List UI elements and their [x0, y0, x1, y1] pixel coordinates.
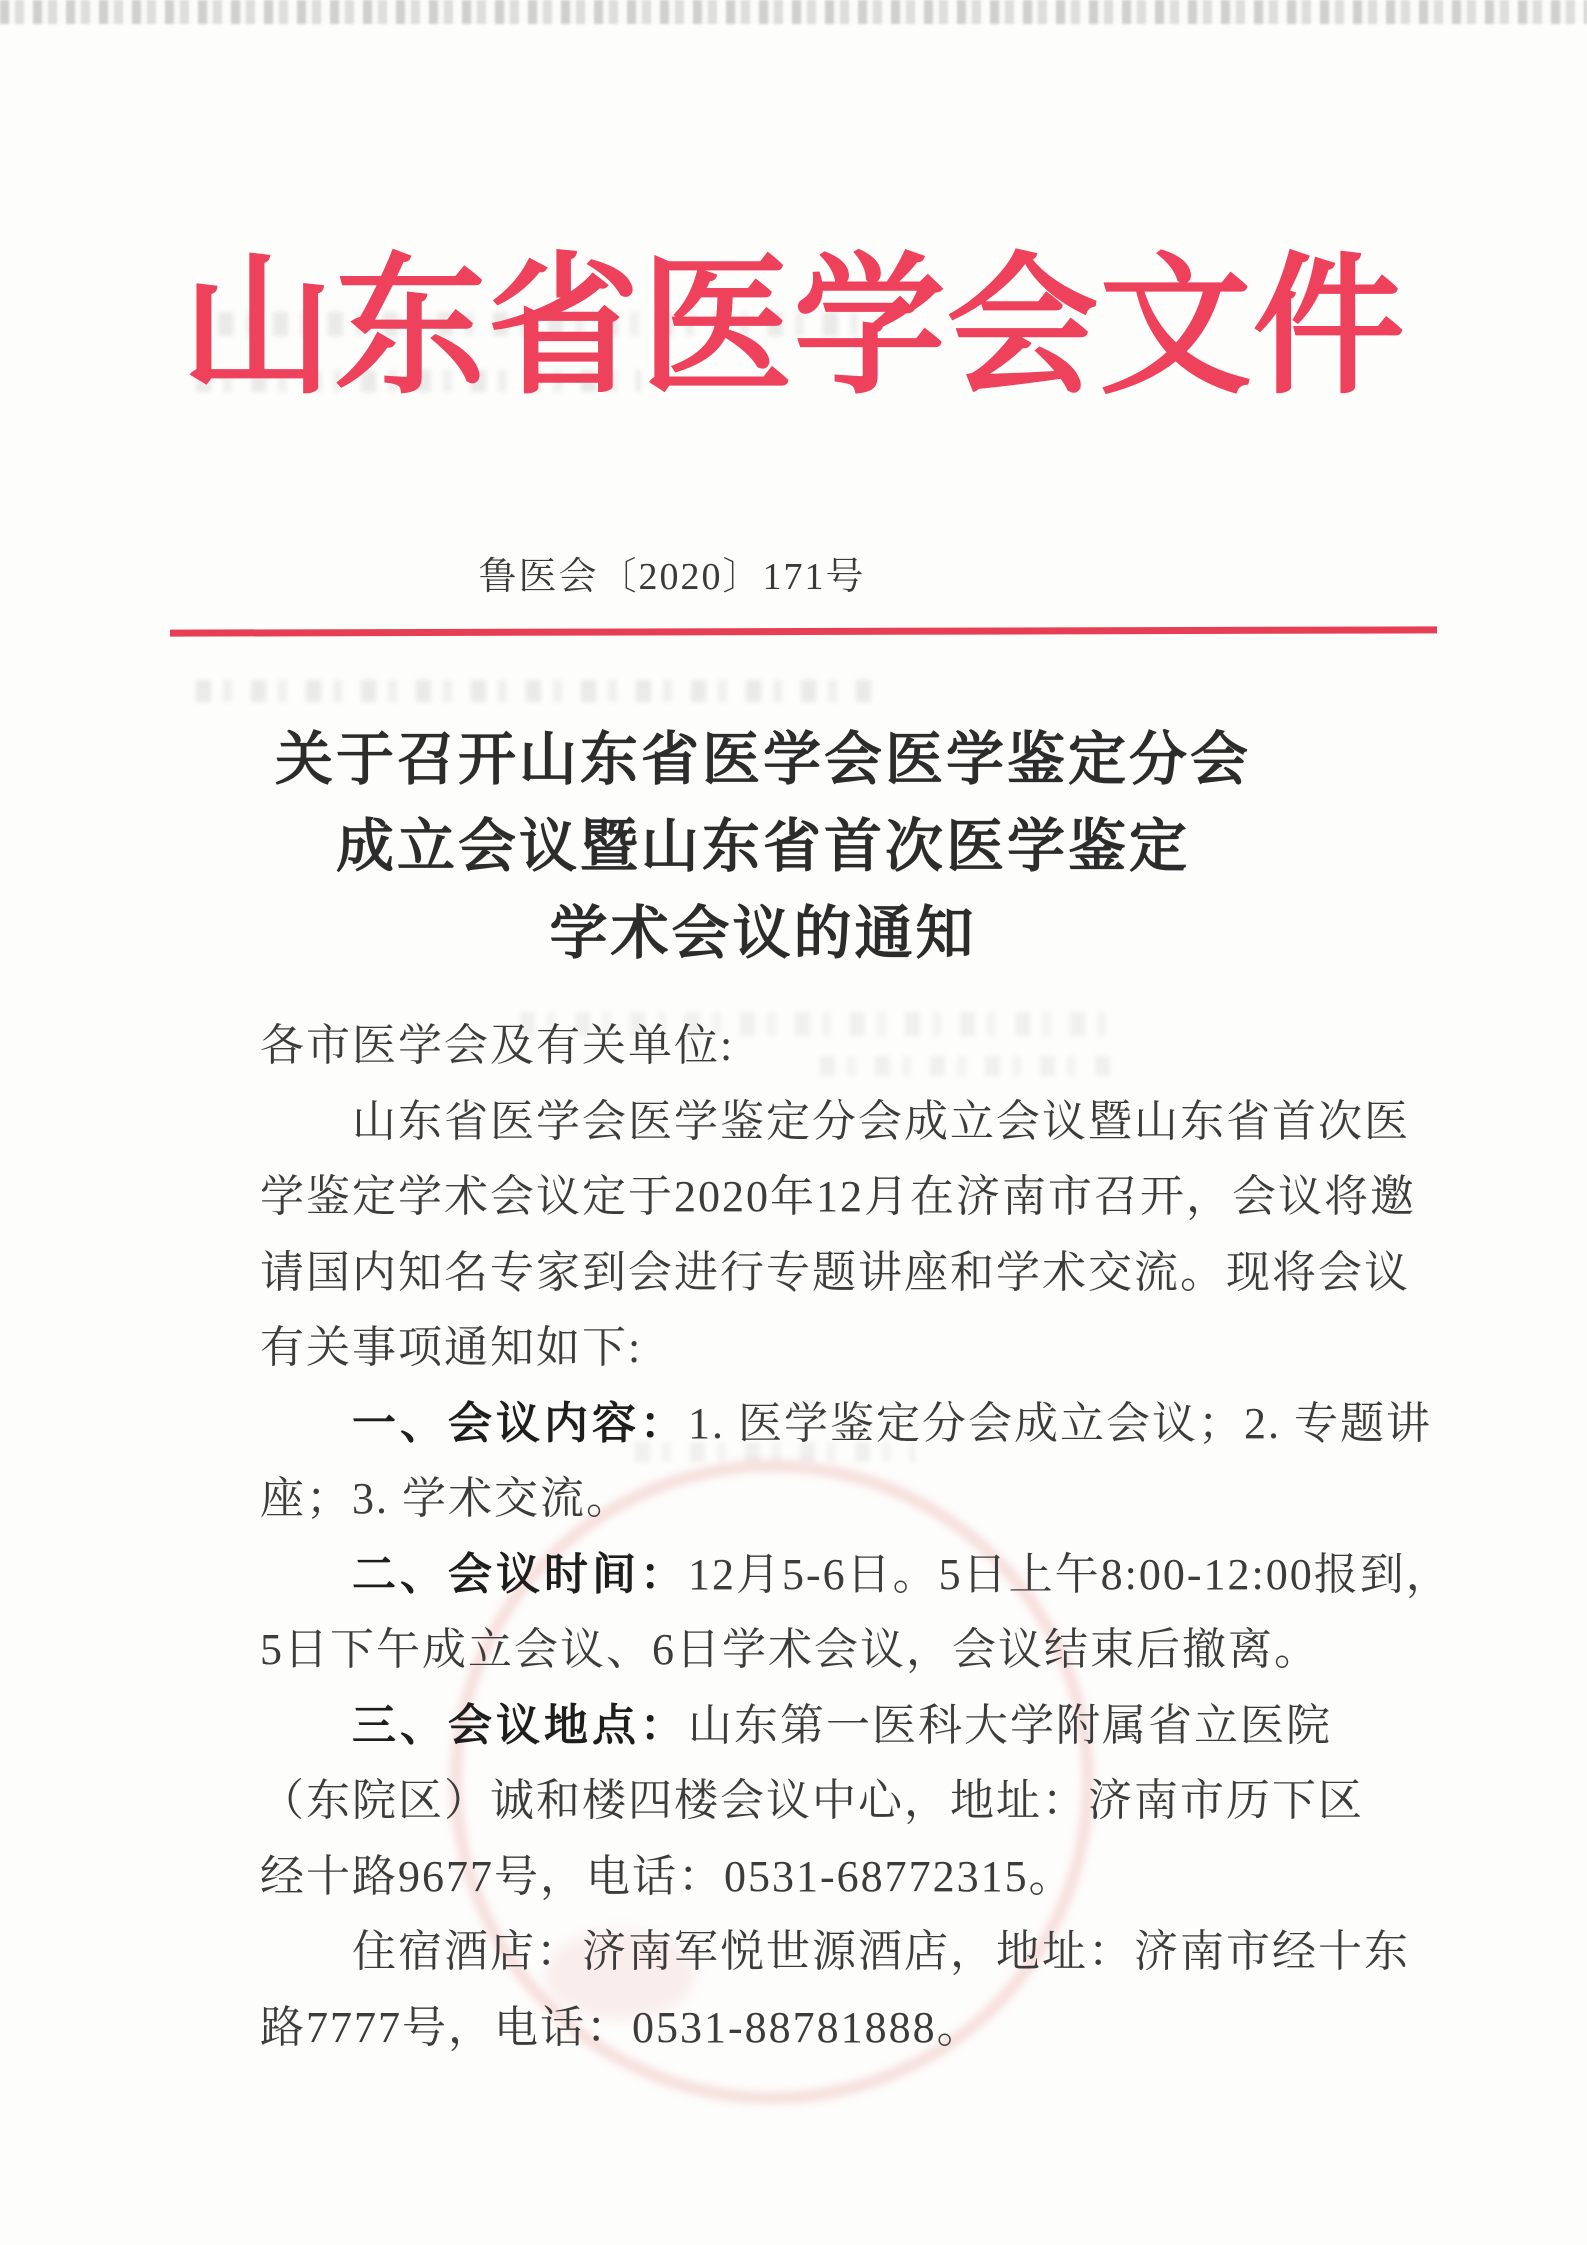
bleedthrough-artifact [196, 680, 881, 702]
notice-body [260, 1008, 1450, 2065]
item-2-line-1 [260, 1537, 1450, 1613]
item-2-label: 二、会议时间： [352, 1549, 688, 1599]
letterhead-title: 山东省医学会文件 [181, 244, 1406, 412]
item-3-line-2: （东院区）诚和楼四楼会议中心，地址：济南市历下区 [260, 1776, 1364, 1825]
notice-title-line-1: 关于召开山东省医学会医学鉴定分会 [274, 727, 1252, 792]
item-1-line-1 [260, 1386, 1450, 1462]
letterhead-divider-line [170, 626, 1437, 636]
intro-line-4: 有关事项通知如下: [260, 1323, 643, 1372]
item-1-text: 1. 医学鉴定分会成立会议；2. 专题讲 [688, 1398, 1432, 1448]
item-2-text: 12月5-6日。5日上午8:00-12:00报到， [688, 1549, 1452, 1599]
item-1-label: 一、会议内容： [352, 1398, 688, 1448]
item-3-label: 三、会议地点： [352, 1700, 688, 1750]
hotel-line-2: 路7777号，电话：0531-88781888。 [260, 2002, 983, 2052]
intro-line-3: 请国内知名专家到会进行专题讲座和学术交流。现将会议 [260, 1247, 1410, 1297]
notice-title-line-3: 学术会议的通知 [549, 901, 977, 966]
item-3-line-3: 经十路9677号，电话：0531-68772315。 [260, 1851, 1075, 1901]
item-1-line-2: 座；3. 学术交流。 [260, 1474, 632, 1523]
item-2-line-2: 5日下午成立会议、6日学术会议，会议结束后撤离。 [260, 1625, 1320, 1674]
scan-edge-artifact [0, 0, 1587, 24]
hotel-line-1: 住宿酒店：济南军悦世源酒店，地址：济南市经十东 [352, 1927, 1410, 1976]
item-3-text: 山东第一医科大学附属省立医院 [688, 1700, 1332, 1750]
doc-number: 鲁医会〔2020〕171号 [478, 556, 866, 598]
intro-line-1: 山东省医学会医学鉴定分会成立会议暨山东省首次医 [352, 1096, 1410, 1146]
notice-title [275, 716, 1251, 977]
intro-line-2: 学鉴定学术会议定于2020年12月在济南市召开，会议将邀 [260, 1172, 1416, 1221]
salutation: 各市医学会及有关单位: [260, 1021, 735, 1070]
item-3-line-1 [260, 1688, 1450, 1764]
notice-title-line-2: 成立会议暨山东省首次医学鉴定 [335, 814, 1191, 879]
